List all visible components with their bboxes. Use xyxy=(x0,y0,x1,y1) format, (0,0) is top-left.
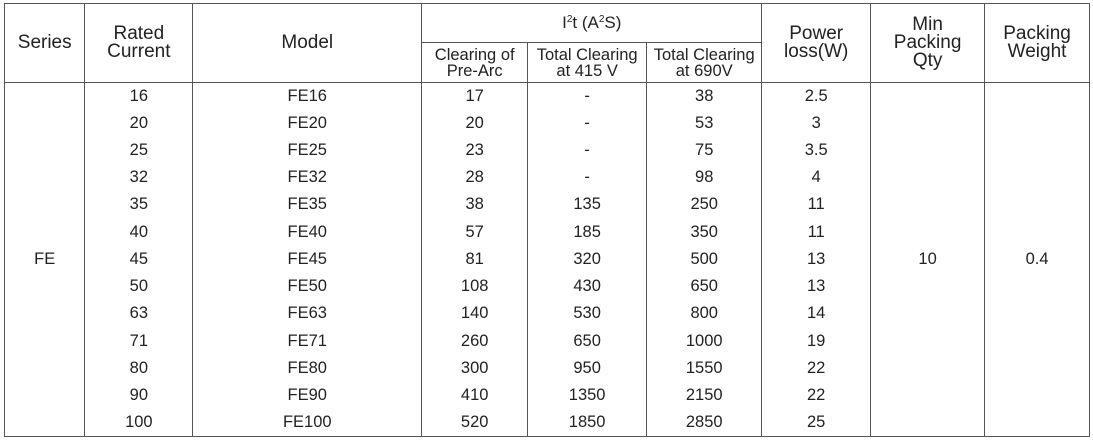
cell-model: FE50 xyxy=(193,273,422,300)
header-power-loss: Power loss(W) xyxy=(762,4,871,83)
cell-model: FE16 xyxy=(193,83,422,110)
cell-rated-current: 20 xyxy=(85,110,193,137)
cell-power-loss: 11 xyxy=(762,219,871,246)
cell-total-clearing-415: 1850 xyxy=(528,409,647,436)
cell-model: FE45 xyxy=(193,246,422,273)
header-min-packing-qty: Min Packing Qty xyxy=(871,4,985,83)
cell-power-loss: 3 xyxy=(762,110,871,137)
cell-total-clearing-690: 1000 xyxy=(647,327,762,354)
cell-rated-current: 50 xyxy=(85,273,193,300)
cell-total-clearing-415: 320 xyxy=(528,246,647,273)
cell-total-clearing-690: 650 xyxy=(647,273,762,300)
cell-model: FE20 xyxy=(193,110,422,137)
header-packing-weight: Packing Weight xyxy=(985,4,1090,83)
cell-power-loss: 3.5 xyxy=(762,137,871,164)
cell-total-clearing-415: 950 xyxy=(528,355,647,382)
cell-series: FE xyxy=(5,83,85,437)
cell-model: FE71 xyxy=(193,327,422,354)
cell-total-clearing-415: 650 xyxy=(528,327,647,354)
cell-model: FE35 xyxy=(193,191,422,218)
cell-rated-current: 71 xyxy=(85,327,193,354)
cell-clearing-pre-arc: 20 xyxy=(422,110,528,137)
cell-rated-current: 25 xyxy=(85,137,193,164)
cell-power-loss: 2.5 xyxy=(762,83,871,110)
header-model: Model xyxy=(193,4,422,83)
cell-model: FE80 xyxy=(193,355,422,382)
cell-clearing-pre-arc: 108 xyxy=(422,273,528,300)
cell-total-clearing-690: 500 xyxy=(647,246,762,273)
cell-total-clearing-415: 185 xyxy=(528,219,647,246)
cell-rated-current: 40 xyxy=(85,219,193,246)
cell-clearing-pre-arc: 520 xyxy=(422,409,528,436)
cell-total-clearing-415: 1350 xyxy=(528,382,647,409)
cell-power-loss: 11 xyxy=(762,191,871,218)
cell-packing-weight: 0.4 xyxy=(985,83,1090,437)
cell-rated-current: 45 xyxy=(85,246,193,273)
cell-model: FE90 xyxy=(193,382,422,409)
cell-power-loss: 14 xyxy=(762,300,871,327)
cell-total-clearing-415: - xyxy=(528,110,647,137)
cell-power-loss: 13 xyxy=(762,273,871,300)
cell-total-clearing-415: - xyxy=(528,137,647,164)
cell-total-clearing-415: 530 xyxy=(528,300,647,327)
cell-min-packing-qty: 10 xyxy=(871,83,985,437)
cell-rated-current: 100 xyxy=(85,409,193,436)
cell-clearing-pre-arc: 260 xyxy=(422,327,528,354)
cell-model: FE63 xyxy=(193,300,422,327)
cell-model: FE32 xyxy=(193,164,422,191)
cell-power-loss: 22 xyxy=(762,355,871,382)
cell-power-loss: 22 xyxy=(762,382,871,409)
cell-rated-current: 80 xyxy=(85,355,193,382)
cell-total-clearing-415: 135 xyxy=(528,191,647,218)
cell-power-loss: 25 xyxy=(762,409,871,436)
cell-clearing-pre-arc: 140 xyxy=(422,300,528,327)
cell-clearing-pre-arc: 17 xyxy=(422,83,528,110)
cell-clearing-pre-arc: 57 xyxy=(422,219,528,246)
cell-total-clearing-690: 75 xyxy=(647,137,762,164)
cell-total-clearing-690: 38 xyxy=(647,83,762,110)
header-rated-current: Rated Current xyxy=(85,4,193,83)
header-series: Series xyxy=(5,4,85,83)
cell-total-clearing-690: 53 xyxy=(647,110,762,137)
cell-clearing-pre-arc: 23 xyxy=(422,137,528,164)
cell-clearing-pre-arc: 300 xyxy=(422,355,528,382)
cell-power-loss: 13 xyxy=(762,246,871,273)
cell-total-clearing-415: - xyxy=(528,164,647,191)
cell-total-clearing-690: 2150 xyxy=(647,382,762,409)
fuse-spec-table xyxy=(4,3,1090,437)
cell-clearing-pre-arc: 38 xyxy=(422,191,528,218)
header-total-clearing-415: Total Clearing at 415 V xyxy=(528,43,647,83)
cell-total-clearing-415: - xyxy=(528,83,647,110)
cell-total-clearing-690: 800 xyxy=(647,300,762,327)
cell-total-clearing-690: 250 xyxy=(647,191,762,218)
table-header xyxy=(5,4,1090,83)
cell-model: FE100 xyxy=(193,409,422,436)
cell-power-loss: 19 xyxy=(762,327,871,354)
header-total-clearing-690: Total Clearing at 690V xyxy=(647,43,762,83)
cell-total-clearing-690: 2850 xyxy=(647,409,762,436)
cell-rated-current: 35 xyxy=(85,191,193,218)
cell-clearing-pre-arc: 410 xyxy=(422,382,528,409)
cell-total-clearing-690: 98 xyxy=(647,164,762,191)
table-row xyxy=(5,83,1090,110)
cell-rated-current: 16 xyxy=(85,83,193,110)
cell-clearing-pre-arc: 81 xyxy=(422,246,528,273)
header-row-top xyxy=(5,4,1090,43)
cell-clearing-pre-arc: 28 xyxy=(422,164,528,191)
header-i2t: $I^2t$ $(A^2S)$ xyxy=(422,4,762,43)
cell-rated-current: 90 xyxy=(85,382,193,409)
cell-total-clearing-690: 350 xyxy=(647,219,762,246)
cell-total-clearing-690: 1550 xyxy=(647,355,762,382)
table-body xyxy=(5,83,1090,437)
cell-model: FE40 xyxy=(193,219,422,246)
cell-model: FE25 xyxy=(193,137,422,164)
cell-total-clearing-415: 430 xyxy=(528,273,647,300)
header-clearing-pre-arc: Clearing of Pre-Arc xyxy=(422,43,528,83)
cell-rated-current: 32 xyxy=(85,164,193,191)
cell-power-loss: 4 xyxy=(762,164,871,191)
cell-rated-current: 63 xyxy=(85,300,193,327)
